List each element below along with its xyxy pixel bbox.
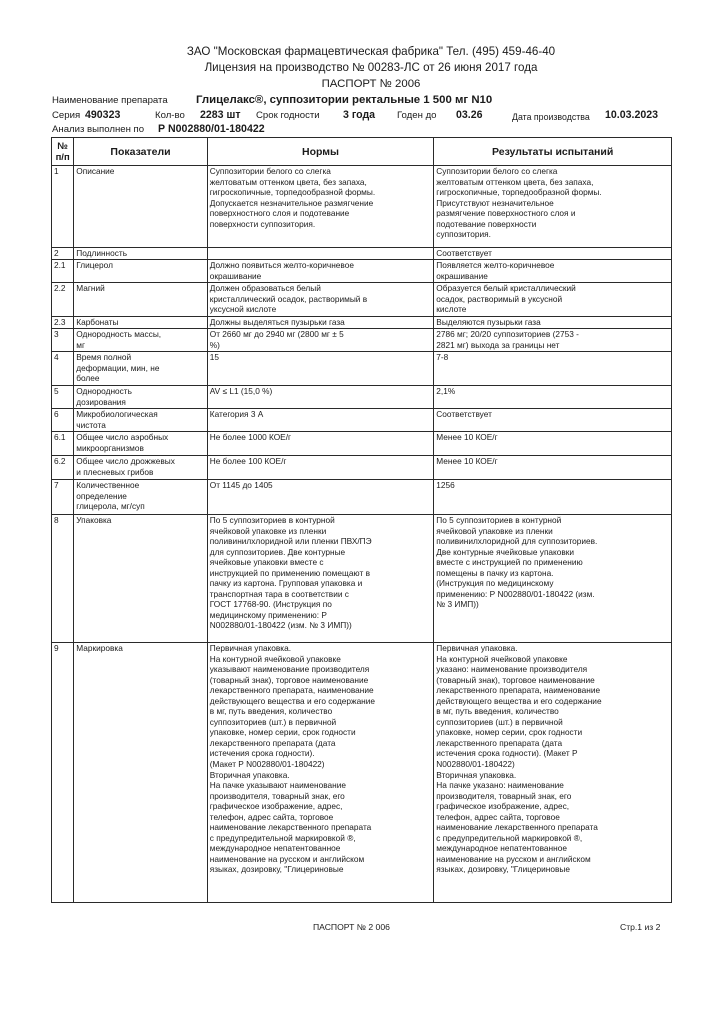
row-number: 9 [52,643,74,903]
shelf-life-label: Срок годности [256,110,320,121]
row-number: 8 [52,515,74,643]
product-name-value: Глицелакс®, суппозитории ректальные 1 500 мг N10 [196,94,493,106]
row-number: 6.1 [52,432,74,456]
table-row [52,166,672,248]
license-line: Лицензия на производство № 00283-ЛС от 26 июня 2017 года [204,61,538,74]
row-result: Образуется белый кристаллический осадок, растворимый в уксусной кислоте [434,283,672,317]
row-result: Суппозитории белого со слегка желтоватым оттенком цвета, без запаха, гигроскопичные, торпедообразной формы. Присутствуют незначительное размягчение поверхностного слоя и подотевание поверхности суппозитория. [434,166,672,248]
row-indicator: Однородность массы, мг [74,329,208,352]
row-norm: Первичная упаковка. На контурной ячейковой упаковке указывают наименование производителя (товарный знак), торговое наименование лекарственного препарата, наименование действующего вещества и его содержание в мг, путь введения, количество суппозиториев (шт.) в первичной упаковке, номер серии, срок годности лекарственного препарата (дата истечения срока годности). (Макет Р N002880/01-180422) Вторичная упаковка. На пачке указывают наименование производителя, товарный знак, его графическое изображение, адрес, телефон, адрес сайта, торговое наименование лекарственного препарата с предупредительной маркировкой ®, международное непатентованное наименование на русском и английском языках, дозировку, "Глицериновые [207,643,434,903]
passport-table [51,137,672,903]
row-result: Соответствует [434,409,672,432]
table-row [52,283,672,317]
row-number: 6.2 [52,456,74,480]
analysis-label: Анализ выполнен по [52,124,145,135]
table-row [52,260,672,283]
column-header-indicator: Показатели [74,138,208,166]
row-indicator: Магний [74,283,208,317]
row-number: 7 [52,480,74,515]
table-row [52,317,672,329]
table-row [52,432,672,456]
table-row [52,386,672,409]
row-norm: Не более 100 КОЕ/г [207,456,434,480]
row-norm: От 2660 мг до 2940 мг (2800 мг ± 5 %) [207,329,434,352]
product-name-label: Наименование препарата [52,95,168,106]
row-result: Появляется желто-коричневое окрашивание [434,260,672,283]
row-number: 5 [52,386,74,409]
row-norm: Категория 3 А [207,409,434,432]
row-indicator: Описание [74,166,208,248]
row-number: 2 [52,248,74,260]
row-indicator: Количественное определение глицерола, мг/суп [74,480,208,515]
table-row [52,352,672,386]
row-result: 2,1% [434,386,672,409]
shelf-life-value: 3 года [343,109,376,121]
row-indicator: Маркировка [74,643,208,903]
valid-until-label: Годен до [397,110,437,121]
row-indicator: Общее число аэробных микроорганизмов [74,432,208,456]
series-label: Серия [52,110,81,121]
row-result: 2786 мг; 20/20 суппозиториев (2753 - 2821 мг) выхода за границы нет [434,329,672,352]
row-number: 6 [52,409,74,432]
table-row [52,480,672,515]
row-result: Выделяются пузырьки газа [434,317,672,329]
table-row [52,329,672,352]
row-result: 7-8 [434,352,672,386]
document-title: ПАСПОРТ № 2006 [321,78,421,90]
column-header-number: № п/п [52,138,74,166]
row-indicator: Время полной деформации, мин, не более [74,352,208,386]
row-number: 2.2 [52,283,74,317]
series-value: 490323 [85,109,121,121]
footer-page-number: Стр.1 из 2 [620,922,661,932]
row-number: 3 [52,329,74,352]
table-row [52,248,672,260]
row-norm: От 1145 до 1405 [207,480,434,515]
production-date-value: 10.03.2023 [605,109,659,121]
row-indicator: Однородность дозирования [74,386,208,409]
column-header-result: Результаты испытаний [434,138,672,166]
production-date-label: Дата производства [512,112,590,122]
row-norm: Суппозитории белого со слегка желтоватым оттенком цвета, без запаха, гигроскопичные, торпедообразной формы. Допускается незначительное размягчение поверхностного слоя и подотевание поверхности суппозитория. [207,166,434,248]
table-header-row [52,138,672,166]
row-indicator: Общее число дрожжевых и плесневых грибов [74,456,208,480]
row-result: По 5 суппозиториев в контурной ячейковой упаковке из пленки поливинилхлоридной для суппозиториев. Две контурные ячейковые упаковки вместе с инструкцией по применению помещены в пачку из картона. (Инструкция по медицинскому применению: Р N002880/01-180422 (изм. № 3 ИМП)) [434,515,672,643]
quantity-value: 2283 шт [200,109,241,121]
column-header-norm: Нормы [207,138,434,166]
row-norm: 15 [207,352,434,386]
row-result: Менее 10 КОЕ/г [434,432,672,456]
quantity-label: Кол-во [155,110,185,121]
row-result: 1256 [434,480,672,515]
row-norm: AV ≤ L1 (15,0 %) [207,386,434,409]
row-indicator: Глицерол [74,260,208,283]
table-row [52,515,672,643]
row-norm: Должны выделяться пузырьки газа [207,317,434,329]
row-norm: По 5 суппозиториев в контурной ячейковой упаковке из пленки поливинилхлоридной или пленки ПВХ/ПЭ для суппозиториев. Две контурные ячейковые упаковки вместе с инструкцией по применению помещают в пачку из картона. Групповая упаковка и транспортная тара в соответствии с ГОСТ 17768-90. (Инструкция по медицинскому применению: Р N002880/01-180422 (изм. № 3 ИМП)) [207,515,434,643]
table-row [52,456,672,480]
row-result: Первичная упаковка. На контурной ячейковой упаковке указано: наименование производителя (товарный знак), торговое наименование лекарственного препарата, наименование действующего вещества и его содержание в мг, путь введения, количество суппозиториев (шт.) в первичной упаковке, номер серии, срок годности лекарственного препарата (дата истечения срока годности). (Макет Р N002880/01-180422) Вторичная упаковка. На пачке указано: наименование производителя, товарный знак, его графическое изображение, адрес, телефон, адрес сайта, торговое наименование лекарственного препарата с предупредительной маркировкой ®, международное непатентованное наименование на русском и английском языках, дозировку, "Глицериновые [434,643,672,903]
row-norm [207,248,434,260]
row-norm: Должно появиться желто-коричневое окрашивание [207,260,434,283]
row-indicator: Упаковка [74,515,208,643]
footer-document-number: ПАСПОРТ № 2 006 [313,922,390,932]
table-row [52,409,672,432]
row-norm: Не более 1000 КОЕ/г [207,432,434,456]
row-result: Соответствует [434,248,672,260]
table-row [52,643,672,903]
analysis-value: Р N002880/01-180422 [158,123,265,135]
row-number: 1 [52,166,74,248]
valid-until-value: 03.26 [456,109,483,121]
company-line: ЗАО "Московская фармацевтическая фабрика" Тел. (495) 459-46-40 [186,45,556,58]
row-indicator: Микробиологическая чистота [74,409,208,432]
row-indicator: Подлинность [74,248,208,260]
row-number: 2.1 [52,260,74,283]
row-number: 4 [52,352,74,386]
row-indicator: Карбонаты [74,317,208,329]
row-result: Менее 10 КОЕ/г [434,456,672,480]
row-norm: Должен образоваться белый кристаллический осадок, растворимый в уксусной кислоте [207,283,434,317]
row-number: 2.3 [52,317,74,329]
